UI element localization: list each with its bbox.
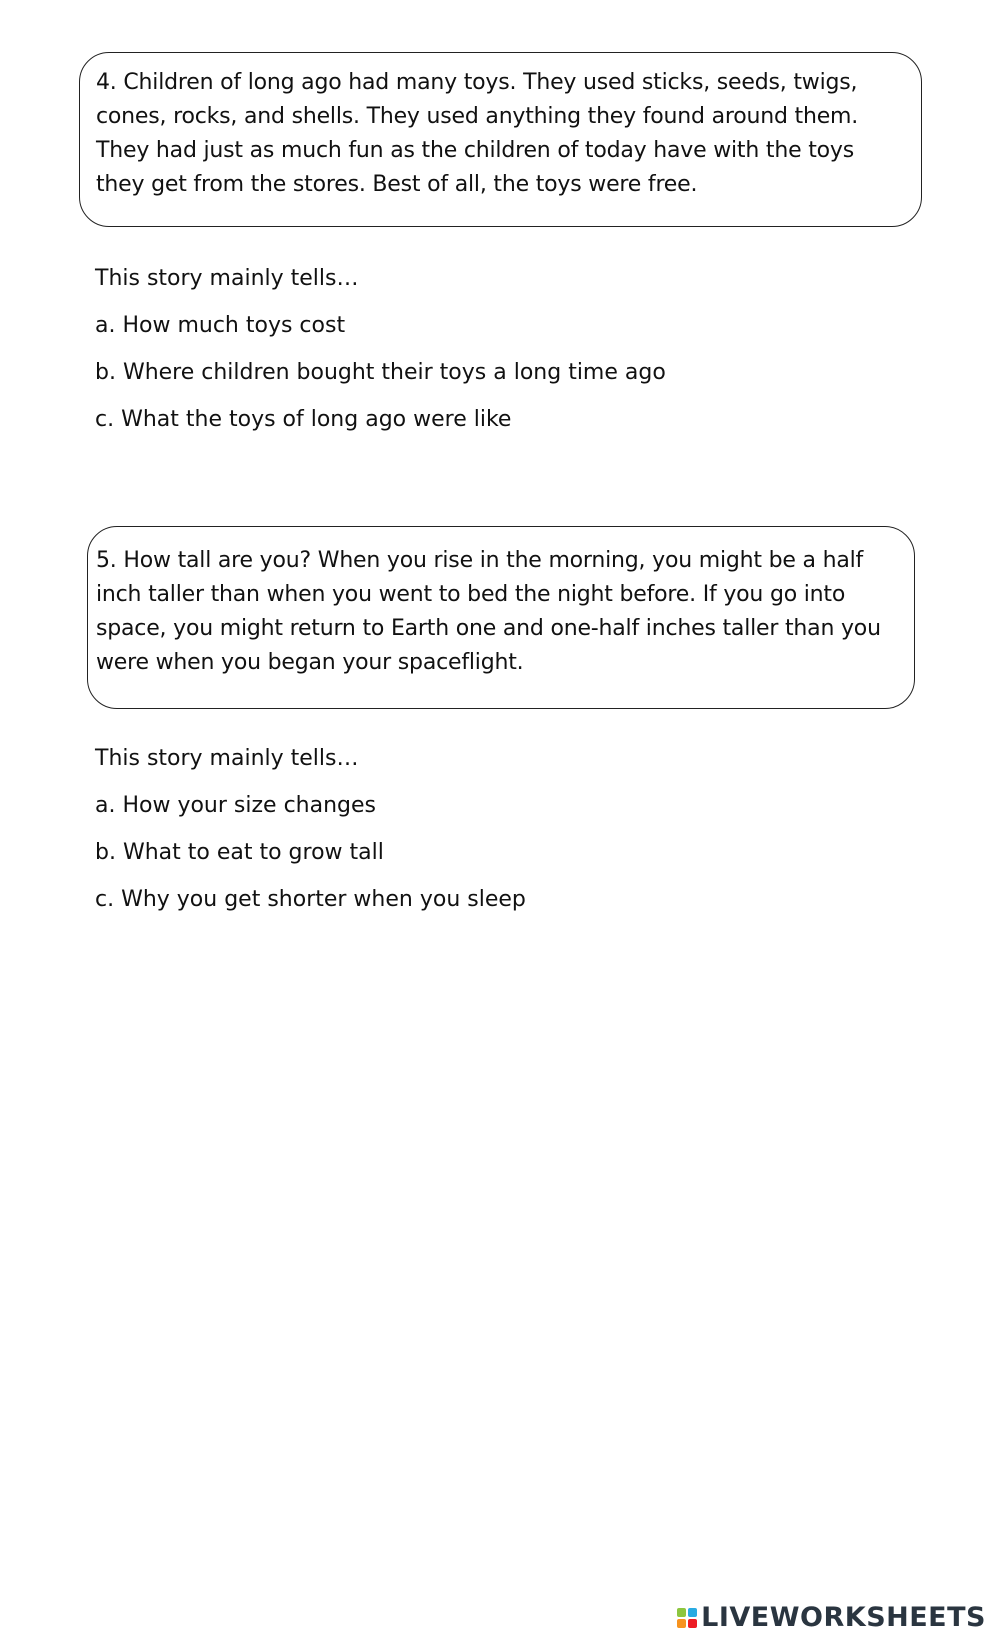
answer-option-b[interactable]: b. What to eat to grow tall <box>95 840 384 865</box>
answer-option-a[interactable]: a. How your size changes <box>95 793 376 818</box>
answer-option-a[interactable]: a. How much toys cost <box>95 313 346 338</box>
passage-box-4 <box>79 52 922 227</box>
brand-name: LIVEWORKSHEETS <box>701 1602 986 1633</box>
question-prompt: This story mainly tells… <box>95 746 359 771</box>
liveworksheets-brand <box>677 1602 986 1633</box>
passage-text: 4. Children of long ago had many toys. They used sticks, seeds, twigs, cones, rocks, and shells. They used anything they found around them. They had just as much fun as the children of today have with the toys they get from the stores. Best of all, the toys were free. <box>96 70 859 197</box>
passage-text: 5. How tall are you? When you rise in the morning, you might be a half inch taller than when you went to bed the night before. If you go into space, you might return to Earth one and one-half inches taller than you were when you began your spaceflight. <box>96 548 881 675</box>
liveworksheets-logo-icon <box>677 1608 697 1628</box>
question-prompt: This story mainly tells… <box>95 266 359 291</box>
answer-option-b[interactable]: b. Where children bought their toys a long time ago <box>95 360 666 385</box>
passage-box-5 <box>87 526 915 709</box>
answer-option-c[interactable]: c. What the toys of long ago were like <box>95 407 512 432</box>
question-5 <box>95 744 795 932</box>
question-4 <box>95 264 795 452</box>
answer-option-c[interactable]: c. Why you get shorter when you sleep <box>95 887 526 912</box>
